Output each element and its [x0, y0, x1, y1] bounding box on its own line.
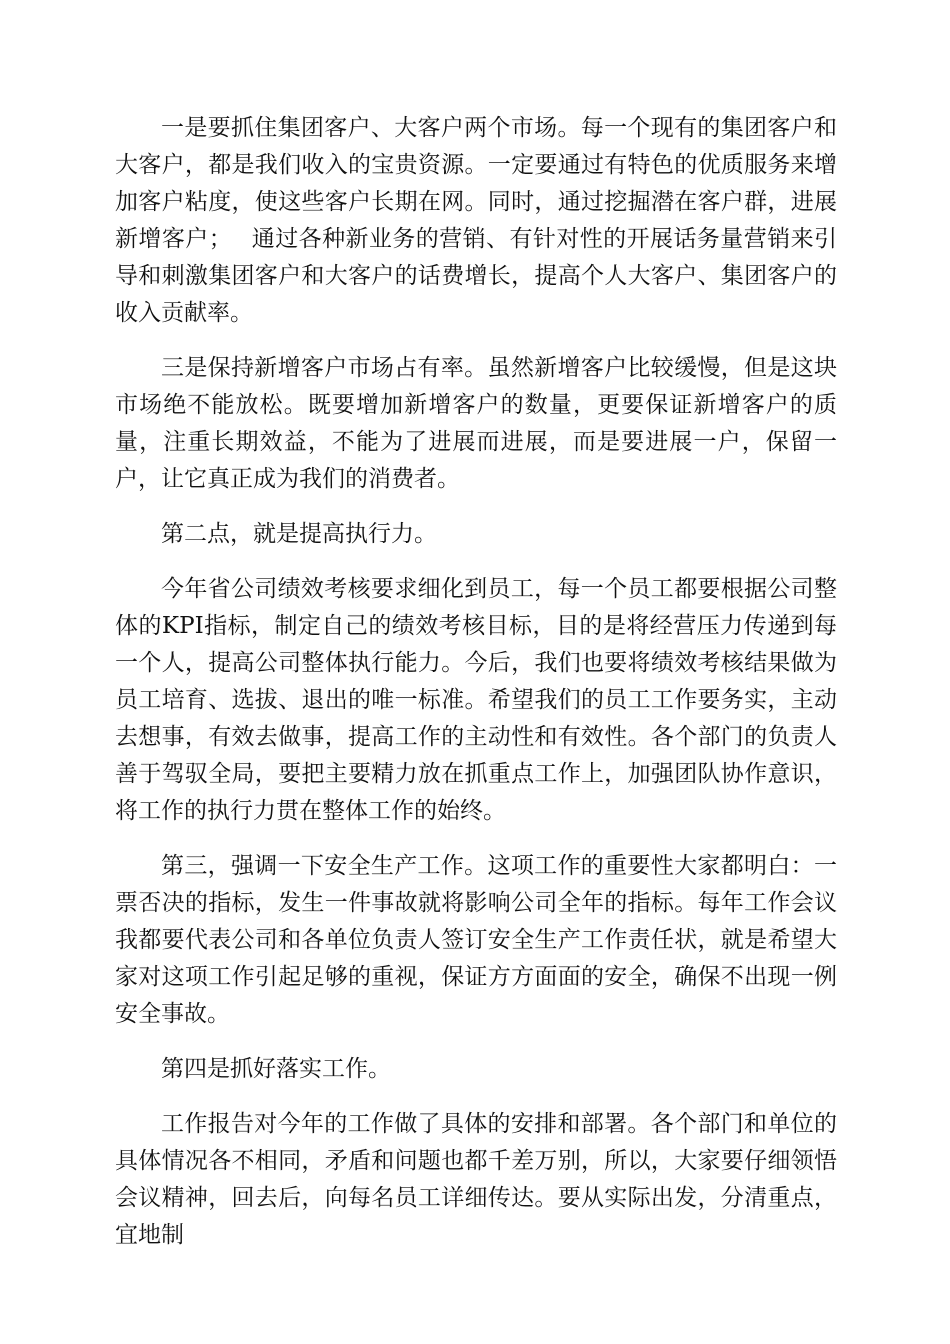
paragraph-new-customers: 三是保持新增客户市场占有率。虽然新增客户比较缓慢，但是这块市场绝不能放松。既要增加新增客户的数量，更要保证新增客户的质量，注重长期效益，不能为了进展而进展，而是要进展一户，保留一户，让它真正成为我们的消费者。 [115, 355, 837, 492]
document-body [115, 110, 837, 1272]
paragraph-implementation-heading: 第四是抓好落实工作。 [161, 1056, 391, 1082]
paragraph-execution-heading: 第二点，就是提高执行力。 [161, 521, 437, 547]
paragraph-performance-review: 今年省公司绩效考核要求细化到员工，每一个员工都要根据公司整体的KPI指标，制定自己的绩效考核目标，目的是将经营压力传递到每一个人，提高公司整体执行能力。今后，我们也要将绩效考核结果做为员工培育、选拔、退出的唯一标准。希望我们的员工工作要务实，主动去想事，有效去做事，提高工作的主动性和有效性。各个部门的负责人善于驾驭全局，要把主要精力放在抓重点工作上，加强团队协作意识，将工作的执行力贯在整体工作的始终。 [115, 576, 837, 824]
paragraph-safety-production: 第三，强调一下安全生产工作。这项工作的重要性大家都明白：一票否决的指标，发生一件事故就将影响公司全年的指标。每年工作会议我都要代表公司和各单位负责人签订安全生产工作责任状，就是希望大家对这项工作引起足够的重视，保证方方面面的安全，确保不出现一例安全事故。 [115, 853, 837, 1027]
paragraph-key-customers: 一是要抓住集团客户、大客户两个市场。每一个现有的集团客户和大客户，都是我们收入的宝贵资源。一定要通过有特色的优质服务来增加客户粘度，使这些客户长期在网。同时，通过挖掘潜在客户群，进展新增客户； 通过各种新业务的营销、有针对性的开展话务量营销来引导和刺激集团客户和大客户的话费增长，提高个人大客户、集团客户的收入贡献率。 [115, 115, 837, 326]
paragraph-work-report: 工作报告对今年的工作做了具体的安排和部署。各个部门和单位的具体情况各不相同，矛盾和问题也都千差万别，所以，大家要仔细领悟会议精神，回去后，向每名员工详细传达。要从实际出发，分清重点，宜地制 [115, 1111, 837, 1248]
